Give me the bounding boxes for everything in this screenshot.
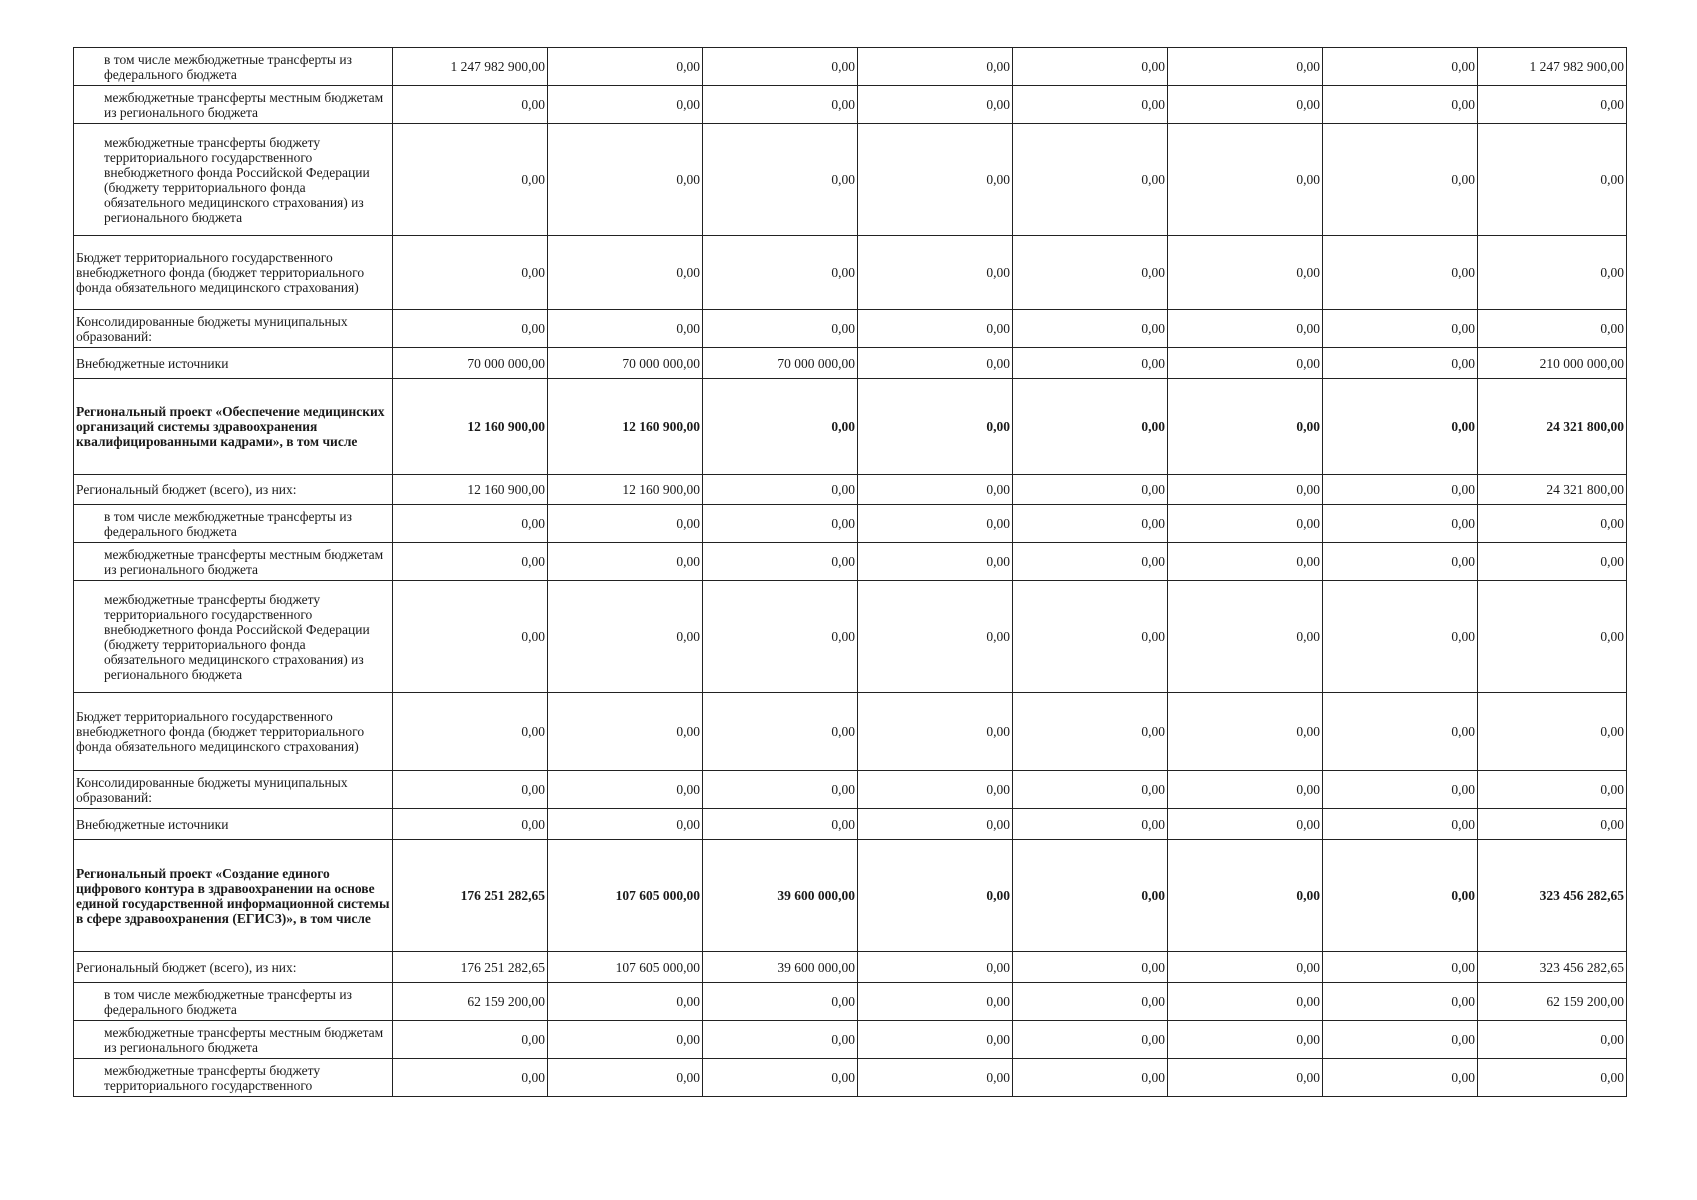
value-cell: 0,00 [1168, 1021, 1323, 1059]
value-cell: 0,00 [1323, 809, 1478, 840]
value-cell: 323 456 282,65 [1478, 952, 1627, 983]
value-cell: 0,00 [858, 1021, 1013, 1059]
value-cell: 0,00 [858, 236, 1013, 310]
value-cell: 24 321 800,00 [1478, 475, 1627, 505]
value-cell: 0,00 [393, 86, 548, 124]
value-cell: 0,00 [1013, 236, 1168, 310]
table-row [74, 48, 1627, 86]
table-row [74, 543, 1627, 581]
value-cell: 0,00 [858, 581, 1013, 693]
table-row [74, 1021, 1627, 1059]
value-cell: 0,00 [1323, 48, 1478, 86]
value-cell: 0,00 [703, 379, 858, 475]
value-cell: 0,00 [1478, 310, 1627, 348]
value-cell: 0,00 [1478, 86, 1627, 124]
value-cell: 107 605 000,00 [548, 840, 703, 952]
value-cell: 0,00 [548, 581, 703, 693]
budget-table [73, 47, 1627, 1097]
value-cell: 0,00 [1168, 310, 1323, 348]
row-label: межбюджетные трансферты местным бюджетам из регионального бюджета [74, 1021, 393, 1059]
value-cell: 0,00 [703, 1059, 858, 1097]
value-cell: 0,00 [703, 475, 858, 505]
row-label: в том числе межбюджетные трансферты из федерального бюджета [74, 983, 393, 1021]
value-cell: 0,00 [858, 1059, 1013, 1097]
row-label: Региональный проект «Создание единого цифрового контура в здравоохранении на основе единой государственной информационной системы в сфере здравоохранения (ЕГИСЗ)», в том числе [74, 840, 393, 952]
table-row [74, 310, 1627, 348]
value-cell: 12 160 900,00 [548, 379, 703, 475]
value-cell: 62 159 200,00 [1478, 983, 1627, 1021]
value-cell: 0,00 [858, 348, 1013, 379]
value-cell: 0,00 [858, 693, 1013, 771]
table-row [74, 505, 1627, 543]
value-cell: 0,00 [703, 543, 858, 581]
table-row [74, 348, 1627, 379]
value-cell: 0,00 [1323, 348, 1478, 379]
value-cell: 0,00 [858, 86, 1013, 124]
value-cell: 0,00 [1168, 86, 1323, 124]
value-cell: 0,00 [858, 310, 1013, 348]
value-cell: 0,00 [1478, 771, 1627, 809]
value-cell: 0,00 [548, 1021, 703, 1059]
value-cell: 70 000 000,00 [703, 348, 858, 379]
value-cell: 12 160 900,00 [393, 379, 548, 475]
row-label: межбюджетные трансферты местным бюджетам из регионального бюджета [74, 86, 393, 124]
value-cell: 0,00 [858, 840, 1013, 952]
value-cell: 0,00 [703, 1021, 858, 1059]
row-label: межбюджетные трансферты бюджету территориального государственного внебюджетного фонда Российской Федерации (бюджету территориального фонда обязательного медицинского страхования) из регионального бюджета [74, 581, 393, 693]
value-cell: 0,00 [1013, 771, 1168, 809]
value-cell: 0,00 [1478, 581, 1627, 693]
row-label: Бюджет территориального государственного внебюджетного фонда (бюджет территориального фонда обязательного медицинского страхования) [74, 236, 393, 310]
row-label: Внебюджетные источники [74, 809, 393, 840]
value-cell: 0,00 [1323, 693, 1478, 771]
value-cell: 0,00 [1013, 475, 1168, 505]
value-cell: 0,00 [858, 124, 1013, 236]
value-cell: 0,00 [1478, 1059, 1627, 1097]
value-cell: 176 251 282,65 [393, 840, 548, 952]
row-label: Внебюджетные источники [74, 348, 393, 379]
value-cell: 0,00 [393, 124, 548, 236]
value-cell: 0,00 [393, 505, 548, 543]
value-cell: 0,00 [1323, 310, 1478, 348]
value-cell: 0,00 [1168, 840, 1323, 952]
value-cell: 0,00 [1168, 1059, 1323, 1097]
value-cell: 0,00 [1013, 1059, 1168, 1097]
value-cell: 0,00 [1013, 348, 1168, 379]
value-cell: 0,00 [1168, 505, 1323, 543]
value-cell: 0,00 [1168, 543, 1323, 581]
value-cell: 0,00 [1323, 983, 1478, 1021]
row-label: межбюджетные трансферты бюджету территориального государственного [74, 1059, 393, 1097]
value-cell: 0,00 [703, 693, 858, 771]
value-cell: 0,00 [1478, 236, 1627, 310]
value-cell: 0,00 [1323, 840, 1478, 952]
table-row [74, 86, 1627, 124]
value-cell: 0,00 [858, 48, 1013, 86]
table-row [74, 236, 1627, 310]
value-cell: 0,00 [1323, 505, 1478, 543]
value-cell: 0,00 [393, 693, 548, 771]
row-label: Бюджет территориального государственного внебюджетного фонда (бюджет территориального фонда обязательного медицинского страхования) [74, 693, 393, 771]
value-cell: 0,00 [1478, 505, 1627, 543]
value-cell: 0,00 [703, 809, 858, 840]
value-cell: 0,00 [1013, 505, 1168, 543]
value-cell: 0,00 [858, 983, 1013, 1021]
value-cell: 0,00 [1168, 48, 1323, 86]
value-cell: 0,00 [1168, 983, 1323, 1021]
value-cell: 0,00 [1168, 475, 1323, 505]
value-cell: 70 000 000,00 [393, 348, 548, 379]
value-cell: 0,00 [703, 310, 858, 348]
value-cell: 0,00 [548, 983, 703, 1021]
value-cell: 0,00 [1168, 771, 1323, 809]
value-cell: 0,00 [1323, 543, 1478, 581]
value-cell: 107 605 000,00 [548, 952, 703, 983]
value-cell: 0,00 [1323, 86, 1478, 124]
value-cell: 0,00 [393, 771, 548, 809]
value-cell: 0,00 [1323, 771, 1478, 809]
value-cell: 1 247 982 900,00 [393, 48, 548, 86]
value-cell: 0,00 [858, 771, 1013, 809]
value-cell: 0,00 [703, 86, 858, 124]
value-cell: 0,00 [1323, 581, 1478, 693]
value-cell: 0,00 [1168, 809, 1323, 840]
value-cell: 0,00 [393, 1021, 548, 1059]
row-label: Региональный проект «Обеспечение медицинских организаций системы здравоохранения квалифицированными кадрами», в том числе [74, 379, 393, 475]
value-cell: 39 600 000,00 [703, 952, 858, 983]
value-cell: 0,00 [703, 48, 858, 86]
value-cell: 0,00 [1168, 693, 1323, 771]
value-cell: 0,00 [1478, 693, 1627, 771]
table-row [74, 124, 1627, 236]
value-cell: 0,00 [1168, 348, 1323, 379]
value-cell: 0,00 [1478, 1021, 1627, 1059]
table-row [74, 983, 1627, 1021]
value-cell: 0,00 [1013, 809, 1168, 840]
value-cell: 0,00 [548, 771, 703, 809]
value-cell: 0,00 [1323, 124, 1478, 236]
value-cell: 0,00 [548, 505, 703, 543]
value-cell: 0,00 [1013, 952, 1168, 983]
value-cell: 0,00 [548, 124, 703, 236]
value-cell: 0,00 [1013, 543, 1168, 581]
value-cell: 0,00 [703, 983, 858, 1021]
table-body [74, 48, 1627, 1097]
value-cell: 0,00 [858, 379, 1013, 475]
table-row [74, 771, 1627, 809]
value-cell: 0,00 [548, 86, 703, 124]
table-row [74, 809, 1627, 840]
value-cell: 12 160 900,00 [548, 475, 703, 505]
row-label: в том числе межбюджетные трансферты из федерального бюджета [74, 48, 393, 86]
value-cell: 0,00 [1013, 86, 1168, 124]
row-label: Консолидированные бюджеты муниципальных образований: [74, 771, 393, 809]
value-cell: 0,00 [1323, 475, 1478, 505]
row-label: Региональный бюджет (всего), из них: [74, 952, 393, 983]
value-cell: 0,00 [548, 236, 703, 310]
value-cell: 0,00 [1168, 581, 1323, 693]
value-cell: 0,00 [548, 693, 703, 771]
value-cell: 176 251 282,65 [393, 952, 548, 983]
value-cell: 0,00 [548, 809, 703, 840]
value-cell: 0,00 [1323, 379, 1478, 475]
value-cell: 0,00 [1168, 236, 1323, 310]
value-cell: 323 456 282,65 [1478, 840, 1627, 952]
value-cell: 0,00 [548, 1059, 703, 1097]
value-cell: 0,00 [1013, 124, 1168, 236]
row-label: в том числе межбюджетные трансферты из федерального бюджета [74, 505, 393, 543]
table-row [74, 1059, 1627, 1097]
table-row [74, 840, 1627, 952]
value-cell: 0,00 [1013, 310, 1168, 348]
value-cell: 0,00 [703, 505, 858, 543]
table-row [74, 952, 1627, 983]
value-cell: 12 160 900,00 [393, 475, 548, 505]
table-row [74, 475, 1627, 505]
table-row [74, 581, 1627, 693]
value-cell: 0,00 [1323, 1059, 1478, 1097]
value-cell: 0,00 [703, 581, 858, 693]
value-cell: 0,00 [1013, 581, 1168, 693]
value-cell: 0,00 [1478, 809, 1627, 840]
value-cell: 0,00 [393, 310, 548, 348]
value-cell: 62 159 200,00 [393, 983, 548, 1021]
row-label: межбюджетные трансферты бюджету территориального государственного внебюджетного фонда Российской Федерации (бюджету территориального фонда обязательного медицинского страхования) из регионального бюджета [74, 124, 393, 236]
value-cell: 0,00 [393, 1059, 548, 1097]
value-cell: 0,00 [1013, 1021, 1168, 1059]
value-cell: 0,00 [548, 48, 703, 86]
value-cell: 0,00 [1013, 983, 1168, 1021]
value-cell: 0,00 [393, 543, 548, 581]
value-cell: 0,00 [548, 543, 703, 581]
row-label: Региональный бюджет (всего), из них: [74, 475, 393, 505]
value-cell: 0,00 [858, 952, 1013, 983]
value-cell: 0,00 [1168, 952, 1323, 983]
row-label: межбюджетные трансферты местным бюджетам из регионального бюджета [74, 543, 393, 581]
value-cell: 0,00 [1013, 693, 1168, 771]
value-cell: 0,00 [703, 124, 858, 236]
table-row [74, 379, 1627, 475]
value-cell: 0,00 [703, 771, 858, 809]
value-cell: 210 000 000,00 [1478, 348, 1627, 379]
value-cell: 0,00 [1323, 1021, 1478, 1059]
row-label: Консолидированные бюджеты муниципальных образований: [74, 310, 393, 348]
value-cell: 0,00 [1013, 840, 1168, 952]
value-cell: 0,00 [1013, 48, 1168, 86]
value-cell: 0,00 [858, 543, 1013, 581]
table-row [74, 693, 1627, 771]
value-cell: 0,00 [393, 809, 548, 840]
value-cell: 0,00 [1323, 236, 1478, 310]
value-cell: 1 247 982 900,00 [1478, 48, 1627, 86]
value-cell: 70 000 000,00 [548, 348, 703, 379]
value-cell: 0,00 [703, 236, 858, 310]
value-cell: 0,00 [548, 310, 703, 348]
value-cell: 0,00 [1478, 124, 1627, 236]
value-cell: 0,00 [858, 475, 1013, 505]
value-cell: 0,00 [858, 809, 1013, 840]
value-cell: 0,00 [858, 505, 1013, 543]
value-cell: 0,00 [1168, 379, 1323, 475]
value-cell: 0,00 [1013, 379, 1168, 475]
value-cell: 0,00 [393, 581, 548, 693]
value-cell: 0,00 [1478, 543, 1627, 581]
value-cell: 0,00 [393, 236, 548, 310]
value-cell: 0,00 [1323, 952, 1478, 983]
value-cell: 0,00 [1168, 124, 1323, 236]
value-cell: 24 321 800,00 [1478, 379, 1627, 475]
value-cell: 39 600 000,00 [703, 840, 858, 952]
